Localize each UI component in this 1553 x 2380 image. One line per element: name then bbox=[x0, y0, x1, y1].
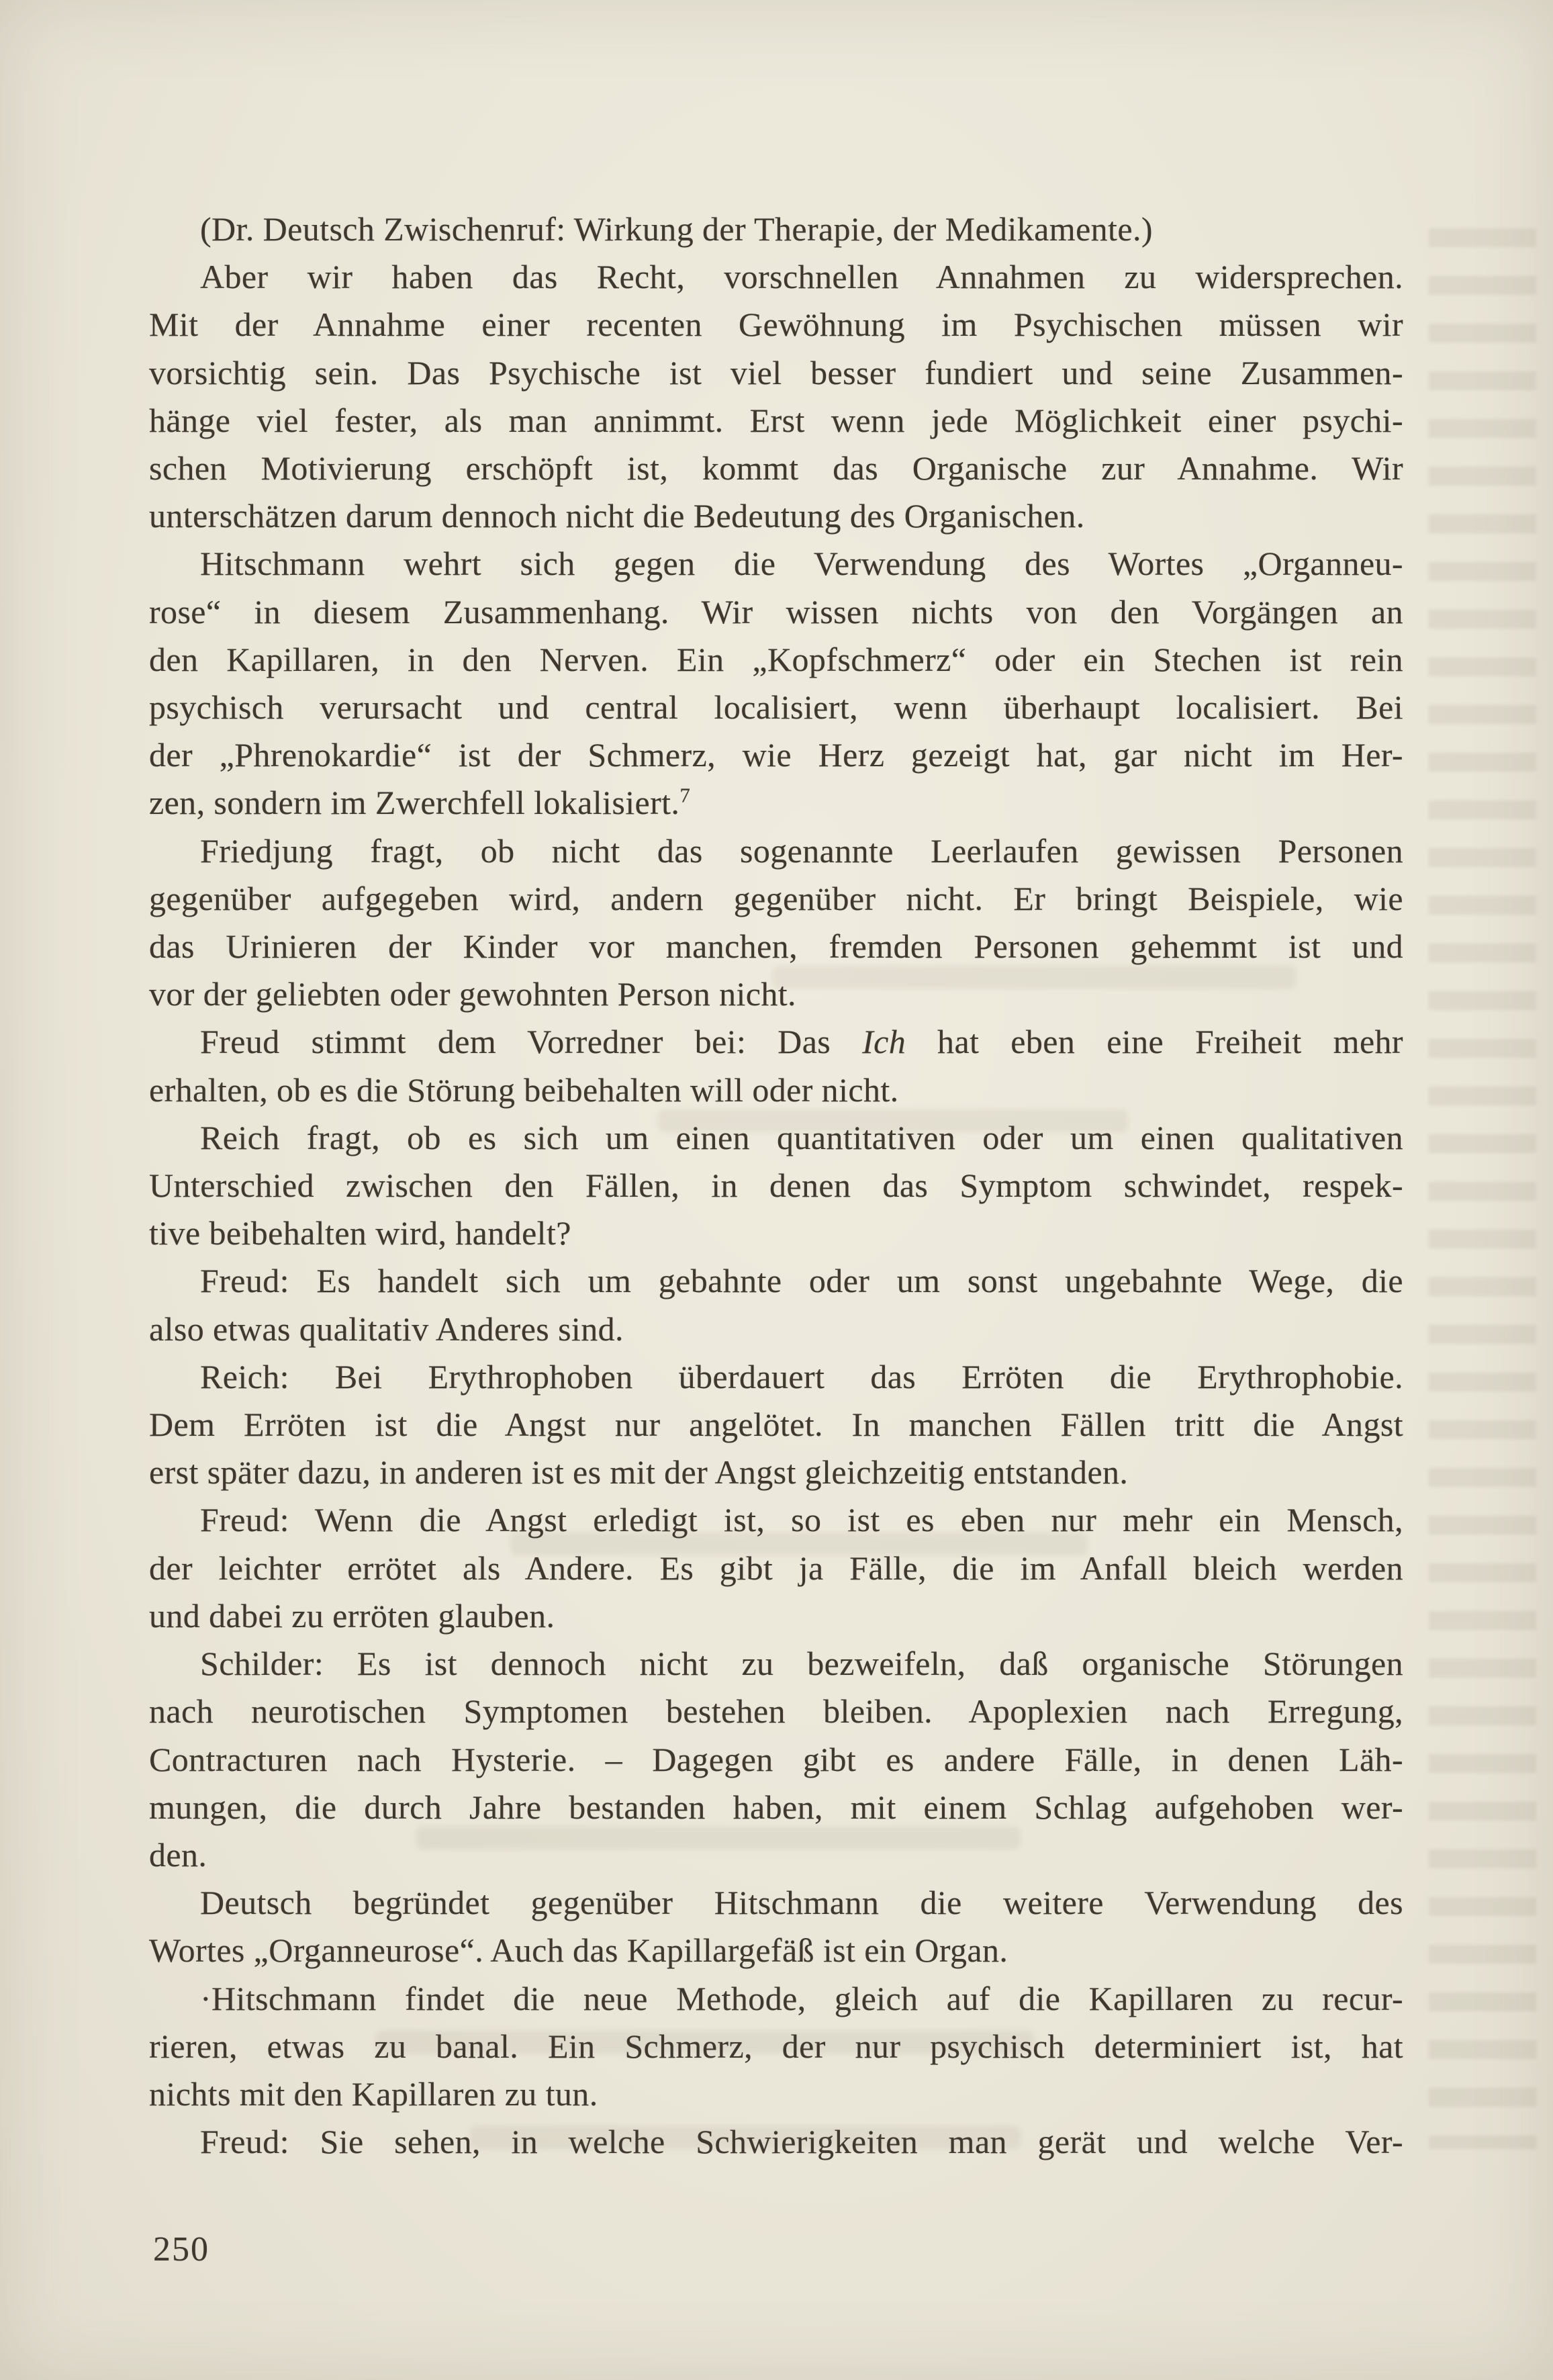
text-line bbox=[149, 253, 1403, 301]
text-line bbox=[149, 636, 1403, 684]
text-segment: zen, sondern im Zwerchfell lokalisiert. bbox=[149, 784, 680, 822]
text-segment: ·Hitschmann findet die neue Methode, gleich auf die Kapillaren zu recur- bbox=[200, 1979, 1403, 2017]
text-segment: mungen, die durch Jahre bestanden haben, mit einem Schlag aufgehoben wer- bbox=[149, 1788, 1403, 1826]
text-segment: der „Phrenokardie“ ist der Schmerz, wie Herz gezeigt hat, gar nicht im Her- bbox=[149, 736, 1403, 774]
text-segment: Schilder: Es ist dennoch nicht zu bezweifeln, daß organische Störungen bbox=[200, 1645, 1403, 1683]
text-segment: hat eben eine Freiheit mehr bbox=[906, 1023, 1403, 1061]
text-line bbox=[149, 1736, 1403, 1784]
text-segment: schen Motivierung erschöpft ist, kommt das Organische zur Annahme. Wir bbox=[149, 449, 1403, 488]
text-segment: Wortes „Organneurose“. Auch das Kapillargefäß ist ein Organ. bbox=[149, 1931, 1008, 1970]
text-segment: erhalten, ob es die Störung beibehalten will oder nicht. bbox=[149, 1070, 899, 1109]
text-block bbox=[149, 205, 1403, 2166]
text-segment: Dem Erröten ist die Angst nur angelötet. In manchen Fällen tritt die Angst bbox=[149, 1406, 1403, 1444]
text-segment: Unterschied zwischen den Fällen, in denen das Symptom schwindet, respek- bbox=[149, 1166, 1403, 1205]
text-line bbox=[149, 779, 1403, 827]
text-segment: nichts mit den Kapillaren zu tun. bbox=[149, 2074, 598, 2113]
text-segment: (Dr. Deutsch Zwischenruf: Wirkung der Therapie, der Medikamente.) bbox=[200, 210, 1153, 248]
text-line bbox=[149, 540, 1403, 588]
bleed-through-artifact bbox=[1429, 228, 1536, 2149]
text-segment: also etwas qualitativ Anderes sind. bbox=[149, 1310, 624, 1348]
text-segment: Reich: Bei Erythrophoben überdauert das Erröten die Erythrophobie. bbox=[200, 1357, 1403, 1395]
text-segment: tive beibehalten wird, handelt? bbox=[149, 1214, 571, 1252]
text-segment: und dabei zu erröten glauben. bbox=[149, 1596, 555, 1635]
text-line bbox=[149, 1018, 1403, 1066]
text-line bbox=[149, 1688, 1403, 1735]
text-segment: Freud: Sie sehen, in welche Schwierigkeiten man gerät und welche Ver- bbox=[200, 2123, 1403, 2161]
text-line bbox=[149, 1114, 1403, 1162]
text-line bbox=[149, 731, 1403, 779]
text-line bbox=[149, 397, 1403, 445]
text-segment: Hitschmann wehrt sich gegen die Verwendung des Wortes „Organneu- bbox=[200, 545, 1403, 583]
text-segment: Freud stimmt dem Vorredner bei: Das bbox=[200, 1023, 863, 1061]
text-segment: das Urinieren der Kinder vor manchen, fremden Personen gehemmt ist und bbox=[149, 927, 1403, 966]
text-line bbox=[149, 1401, 1403, 1449]
text-line bbox=[149, 1496, 1403, 1544]
text-line bbox=[149, 1353, 1403, 1401]
text-segment: Freud: Es handelt sich um gebahnte oder um sonst ungebahnte Wege, die bbox=[200, 1262, 1403, 1300]
text-line bbox=[149, 1592, 1403, 1640]
text-segment: Aber wir haben das Recht, vorschnellen Annahmen zu widersprechen. bbox=[200, 258, 1403, 296]
text-segment: rieren, etwas zu banal. Ein Schmerz, der nur psychisch determiniert ist, hat bbox=[149, 2027, 1403, 2065]
text-line bbox=[149, 445, 1403, 492]
text-line bbox=[149, 923, 1403, 970]
text-segment: vor der geliebten oder gewohnten Person nicht. bbox=[149, 975, 796, 1013]
text-line bbox=[149, 970, 1403, 1018]
text-line bbox=[149, 1257, 1403, 1305]
text-line bbox=[149, 1927, 1403, 1974]
text-line bbox=[149, 1831, 1403, 1879]
text-segment: Mit der Annahme einer recenten Gewöhnung im Psychischen müssen wir bbox=[149, 306, 1403, 344]
text-line bbox=[149, 1784, 1403, 1831]
text-line bbox=[149, 2118, 1403, 2166]
text-line bbox=[149, 827, 1403, 875]
text-segment: Reich fragt, ob es sich um einen quantitativen oder um einen qualitativen bbox=[200, 1118, 1403, 1156]
text-line bbox=[149, 1209, 1403, 1257]
text-segment: psychisch verursacht und central localisiert, wenn überhaupt localisiert. Bei bbox=[149, 688, 1403, 727]
text-segment: Contracturen nach Hysterie. – Dagegen gibt es andere Fälle, in denen Läh- bbox=[149, 1740, 1403, 1778]
text-line bbox=[149, 1975, 1403, 2023]
text-line bbox=[149, 301, 1403, 349]
text-segment: den Kapillaren, in den Nerven. Ein „Kopfschmerz“ oder ein Stechen ist rein bbox=[149, 640, 1403, 678]
text-line bbox=[149, 684, 1403, 731]
text-line bbox=[149, 1545, 1403, 1592]
text-line bbox=[149, 1879, 1403, 1927]
emphasized-text: Ich bbox=[862, 1023, 906, 1061]
text-segment: Deutsch begründet gegenüber Hitschmann die weitere Verwendung des bbox=[200, 1884, 1403, 1922]
text-segment: unterschätzen darum dennoch nicht die Bedeutung des Organischen. bbox=[149, 497, 1085, 535]
text-segment: hänge viel fester, als man annimmt. Erst wenn jede Möglichkeit einer psychi- bbox=[149, 401, 1403, 439]
text-line bbox=[149, 1066, 1403, 1114]
text-segment: erst später dazu, in anderen ist es mit der Angst gleichzeitig entstanden. bbox=[149, 1453, 1129, 1492]
text-segment: rose“ in diesem Zusammenhang. Wir wissen nichts von den Vorgängen an bbox=[149, 592, 1403, 631]
text-line bbox=[149, 588, 1403, 636]
text-segment: nach neurotischen Symptomen bestehen bleiben. Apoplexien nach Erregung, bbox=[149, 1692, 1403, 1731]
text-segment: den. bbox=[149, 1835, 207, 1874]
text-segment: gegenüber aufgegeben wird, andern gegenüber nicht. Er bringt Beispiele, wie bbox=[149, 879, 1403, 917]
page-number: 250 bbox=[153, 2230, 209, 2269]
text-line bbox=[149, 2070, 1403, 2118]
text-segment: Freud: Wenn die Angst erledigt ist, so ist es eben nur mehr ein Mensch, bbox=[200, 1501, 1403, 1539]
text-segment: Friedjung fragt, ob nicht das sogenannte Leerlaufen gewissen Personen bbox=[200, 831, 1403, 870]
text-line bbox=[149, 875, 1403, 923]
text-line bbox=[149, 2023, 1403, 2070]
text-line bbox=[149, 1162, 1403, 1209]
text-segment: vorsichtig sein. Das Psychische ist viel besser fundiert und seine Zusammen- bbox=[149, 353, 1403, 392]
text-line bbox=[149, 205, 1403, 253]
text-line bbox=[149, 1306, 1403, 1353]
text-line bbox=[149, 349, 1403, 397]
text-line bbox=[149, 492, 1403, 540]
text-segment: der leichter errötet als Andere. Es gibt ja Fälle, die im Anfall bleich werden bbox=[149, 1549, 1403, 1587]
text-line bbox=[149, 1449, 1403, 1496]
text-line bbox=[149, 1640, 1403, 1688]
footnote-reference: 7 bbox=[679, 783, 691, 807]
